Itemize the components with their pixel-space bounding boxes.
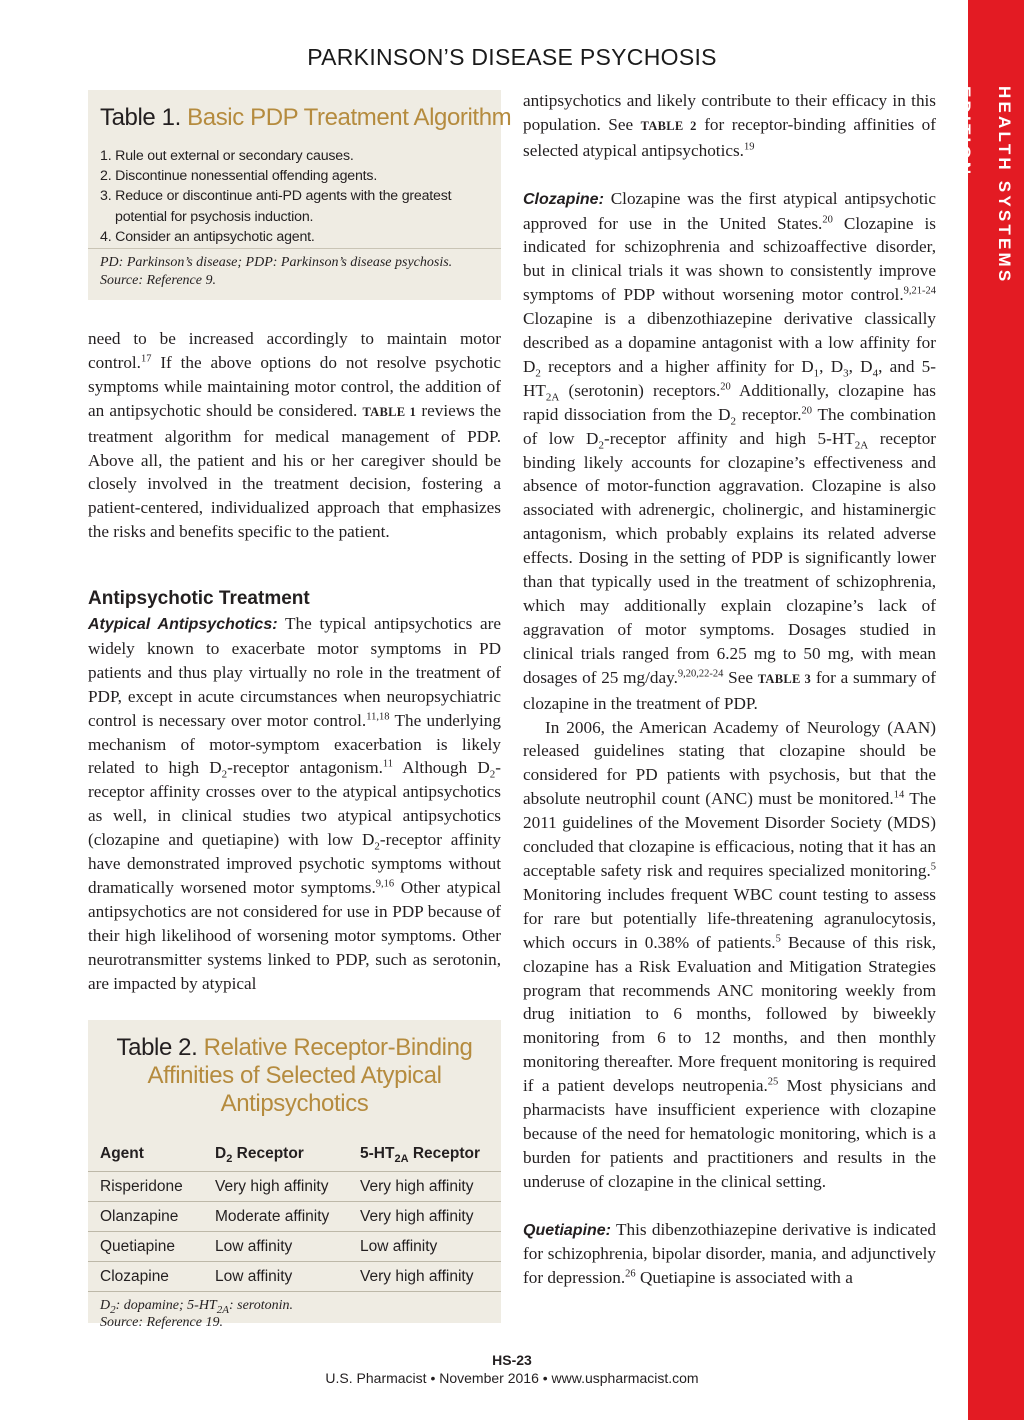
table-1-footnote xyxy=(100,254,452,290)
d2-cell: Moderate affinity xyxy=(215,1208,330,1225)
5ht2a-cell: Very high affinity xyxy=(360,1178,474,1195)
algorithm-step: 2. Discontinue nonessential offending agents. xyxy=(100,168,378,185)
publication-line: U.S. Pharmacist • November 2016 • www.uspharmacist.com xyxy=(325,1370,699,1386)
5ht2a-cell: Low affinity xyxy=(360,1238,438,1255)
table-2-number: Table 2. xyxy=(116,1034,198,1061)
body-paragraph: Atypical Antipsychotics: The typical antipsychotics are widely known to exacerbate motor symptoms in PD patients and thus play virtually no role in the treatment of PDP, except in acute circumstances when neuropsychiatric control is necessary over motor control.$^{11,18}$ The underlying mechanism of motor-symptom exacerbation is likely related to high $D_2$-receptor antagonism.$^{11}$ Although $D_2$-receptor affinity crosses over to the atypical antipsychotics as well, in clinical studies two atypical antipsychotics (clozapine and quetiapine) with low $D_2$-receptor affinity have demonstrated improved psychotic symptoms without dramatically worsened motor symptoms.$^{9,16}$ Other atypical antipsychotics are not considered for use in PDP because of their high likelihood of worsening motor symptoms. Other neurotransmitter systems linked to PDP, such as serotonin, are impacted by atypical xyxy=(88,614,502,993)
run-in-heading: Atypical Antipsychotics: xyxy=(88,616,278,633)
table-2-footnote xyxy=(100,1297,293,1331)
table-2-header-row xyxy=(88,1145,501,1171)
table-2 xyxy=(88,1020,501,1330)
col-header-d2: $D_2$ Receptor xyxy=(215,1145,304,1166)
table-2-reference: TABLE 2 xyxy=(640,118,697,133)
row-divider xyxy=(88,1261,501,1262)
algorithm-step: 3. Reduce or discontinue anti-PD agents with the greatest potential for psychosis induction. xyxy=(100,188,452,225)
left-column-atypical xyxy=(88,612,501,996)
right-column xyxy=(523,89,936,1290)
table-1-source: Source: Reference 9. xyxy=(100,273,216,288)
row-divider xyxy=(88,1231,501,1232)
table-1-title xyxy=(100,104,511,132)
page-number: HS-23 xyxy=(492,1352,532,1368)
edition-label: HEALTH SYSTEMS EDITION xyxy=(955,86,1014,285)
table-1 xyxy=(88,90,512,300)
table-2-source: Source: Reference 19. xyxy=(100,1315,223,1330)
d2-cell: Very high affinity xyxy=(215,1178,329,1195)
row-divider xyxy=(88,1201,501,1202)
section-heading: Antipsychotic Treatment xyxy=(88,588,310,609)
agent-cell: Olanzapine xyxy=(100,1208,179,1225)
5ht2a-cell: Very high affinity xyxy=(360,1208,474,1225)
body-paragraph: need to be increased accordingly to maintain motor control.$^{17}$ If the above options do not resolve psychotic symptoms while maintaining motor control, the addition of an antipsychotic should be considered. TABLE 1 reviews the treatment algorithm for medical management of PDP. Above all, the patient and his or her caregiver should be closely involved in the treatment decision, fostering a patient-centered, individualized approach that emphasizes the risks and benefits specific to the patient. xyxy=(88,329,501,542)
agent-cell: Quetiapine xyxy=(100,1238,175,1255)
table-3-reference: TABLE 3 xyxy=(757,671,812,686)
row-divider xyxy=(88,1171,501,1172)
table-1-divider xyxy=(88,248,501,249)
table-1-reference: TABLE 1 xyxy=(362,404,417,419)
d2-cell: Low affinity xyxy=(215,1268,293,1285)
algorithm-step: 1. Rule out external or secondary causes. xyxy=(100,148,354,164)
left-column-intro xyxy=(88,327,501,544)
algorithm-steps xyxy=(100,146,495,247)
body-paragraph: Quetiapine: This dibenzothiazepine derivative is indicated for schizophrenia, bipolar disorder, mania, and adjunctively for depression.$^{26}$ Quetiapine is associated with a xyxy=(523,1219,936,1288)
agent-cell: Clozapine xyxy=(100,1268,169,1285)
5ht2a-cell: Very high affinity xyxy=(360,1268,474,1285)
table-2-name: Relative Receptor-Binding Affinities of Selected Atypical Antipsychotics xyxy=(147,1034,473,1117)
row-divider xyxy=(88,1291,501,1292)
table-1-number: Table 1. xyxy=(100,104,181,131)
body-paragraph: In 2006, the American Academy of Neurology (AAN) released guidelines stating that clozapine should be considered for PD patients with psychosis, but that the absolute neutrophil count (ANC) must be monitored.$^{14}$ The 2011 guidelines of the Movement Disorder Society (MDS) concluded that clozapine is efficacious, noting that it has an acceptable safety risk and requires specialized monitoring.$^5$ Monitoring includes frequent WBC count testing to assess for rare but potentially life-threatening agranulocytosis, which occurs in 0.38% of patients.$^5$ Because of this risk, clozapine has a Risk Evaluation and Mitigation Strategies program that recommends ANC monitoring weekly from drug initiation to 6 months, followed by biweekly monitoring from 6 to 12 months, and then monthly monitoring thereafter. More frequent monitoring is required if a patient develops neutropenia.$^{25}$ Most physicians and pharmacists have insufficient experience with clozapine because of the need for hematologic monitoring, which is a burden for patients and practitioners and results in the underuse of clozapine in the clinical setting. xyxy=(523,717,937,1191)
table-2-abbreviations: $D_2$: dopamine; $5-HT_{2A}$: serotonin. xyxy=(100,1298,294,1316)
table-1-abbreviations: PD: Parkinson’s disease; PDP: Parkinson’s disease psychosis. xyxy=(100,255,453,270)
table-2-title xyxy=(88,1034,501,1118)
body-paragraph: Clozapine: Clozapine was the first atypical antipsychotic approved for use in the United States.$^{20}$ Clozapine is indicated for schizophrenia and schizoaffective disorder, but in clinical trials it was shown to consistently improve symptoms of PDP without worsening motor control.$^{9,21-24}$ Clozapine is a dibenzothiazepine derivative classically described as a dopamine antagonist with a low affinity for $D_2$ receptors and a higher affinity for $D_1$, $D_3$, $D_4$, and $5-HT_{2A}$ (serotonin) receptors.$^{20}$ Additionally, clozapine has rapid dissociation from the $D_2$ receptor.$^{20}$ The combination of low $D_2$-receptor affinity and high $5-HT_{2A}$ receptor binding likely accounts for clozapine’s effectiveness and absence of motor-function aggravation. Clozapine is also associated with adrenergic, cholinergic, and histaminergic antagonism, which probably explains its related adverse effects. Dosing in the setting of PDP is significantly lower than that typically used in the treatment of schizophrenia, which may additionally explain clozapine’s lack of aggravation of motor symptoms. Dosages studied in clinical trials ranged from 6.25 mg to 50 mg, with mean dosages of 25 mg/day.$^{9,20,22-24}$ See TABLE 3 for a summary of clozapine in the treatment of PDP. xyxy=(523,188,937,713)
agent-cell: Risperidone xyxy=(100,1178,183,1195)
col-header-5ht2a: $5-HT_{2A}$ Receptor xyxy=(360,1145,481,1166)
run-in-heading: Quetiapine: xyxy=(523,1221,612,1239)
body-paragraph: antipsychotics and likely contribute to their efficacy in this population. See TABLE 2 for receptor-binding affinities of selected atypical antipsychotics.$^{19}$ xyxy=(523,91,936,160)
algorithm-step: 4. Consider an antipsychotic agent. xyxy=(100,228,315,245)
d2-cell: Low affinity xyxy=(215,1238,293,1255)
table-1-name: Basic PDP Treatment Algorithm xyxy=(187,104,512,131)
running-head: PARKINSON’S DISEASE PSYCHOSIS xyxy=(307,44,717,70)
col-header-agent: Agent xyxy=(100,1145,144,1162)
run-in-heading: Clozapine: xyxy=(523,190,604,208)
